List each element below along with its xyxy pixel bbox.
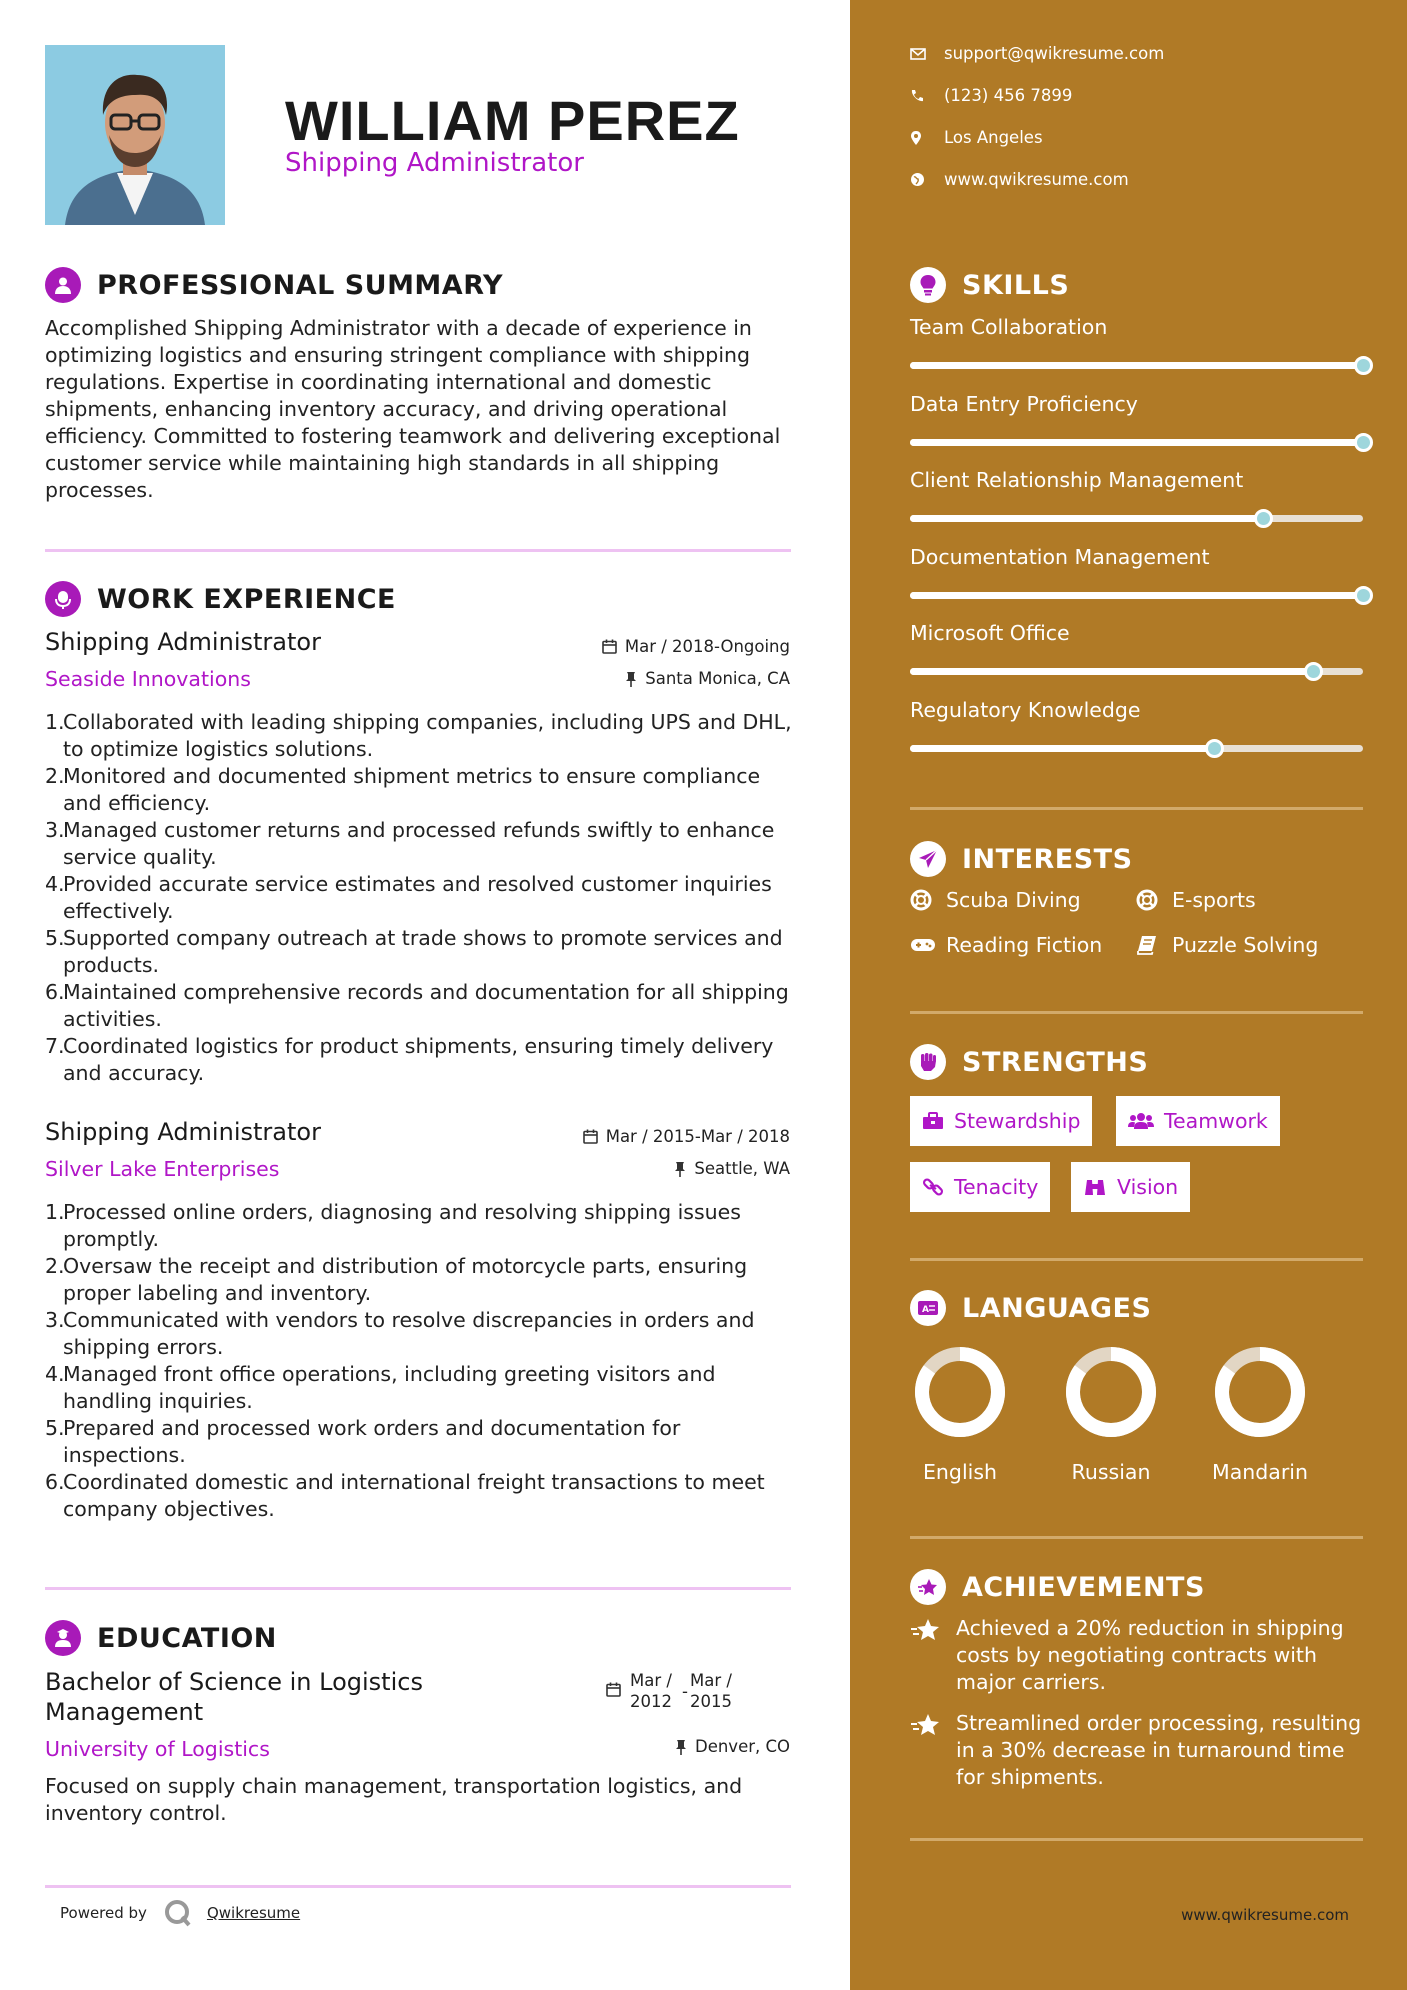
list-item: 4. Managed front office operations, including greeting visitors and handling inquiries.: [45, 1362, 716, 1413]
link-icon: [922, 1176, 944, 1198]
briefcase-icon: [45, 581, 81, 617]
achievement-item: Achieved a 20% reduction in shipping costs by negotiating contracts with major carriers.: [910, 1615, 1370, 1696]
job-location: [625, 669, 790, 688]
contact-location: Los Angeles: [910, 128, 1043, 147]
strength-tag: Stewardship: [910, 1096, 1092, 1146]
skill-bar-fill: [910, 515, 1263, 522]
strengths-heading: STRENGTHS: [910, 1044, 1148, 1080]
skill-bar: [910, 668, 1363, 675]
star-icon: [910, 1712, 942, 1738]
phone-icon: [910, 89, 924, 103]
skill-label: Documentation Management: [910, 544, 1210, 569]
job-dates-text: Mar / 2018-Ongoing: [624, 637, 790, 656]
skill-label: Client Relationship Management: [910, 468, 1244, 492]
list-item: 4. Provided accurate service estimates and resolved customer inquiries effectively.: [45, 872, 772, 923]
languages-heading: A LANGUAGES: [910, 1290, 1151, 1326]
interest-item: E-sports: [1136, 888, 1256, 912]
divider: [910, 1258, 1363, 1261]
language-icon: [910, 1290, 946, 1326]
graduation-cap-icon: [45, 1620, 81, 1656]
job-responsibilities: [45, 709, 805, 1087]
divider: [910, 1536, 1363, 1539]
strength-tag: Vision: [1071, 1162, 1190, 1212]
users-icon: [1128, 1112, 1154, 1130]
list-item: 6. Coordinated domestic and international freight transactions to meet company objectives.: [45, 1470, 765, 1521]
language-item: [1051, 1342, 1171, 1484]
list-item: 1. Processed online orders, diagnosing and resolving shipping issues promptly.: [45, 1200, 741, 1251]
calendar-icon: [602, 639, 617, 654]
map-marker-icon: [910, 130, 922, 146]
language-label: Mandarin: [1212, 1460, 1308, 1484]
skill-bar: [910, 362, 1363, 369]
skill-slider-knob[interactable]: [1354, 356, 1373, 375]
skill-slider-knob[interactable]: [1354, 433, 1373, 452]
powered-by: Powered by Qwikresume: [60, 1898, 300, 1928]
contact-phone: (123) 456 7899: [910, 86, 1072, 105]
lightbulb-icon: [910, 267, 946, 303]
education-dates: Mar / 2012 - Mar / 2015: [606, 1670, 732, 1712]
fist-icon: [910, 1044, 946, 1080]
divider: [45, 1587, 791, 1590]
divider: [910, 807, 1363, 810]
interests-heading: INTERESTS: [910, 841, 1133, 877]
skill-bar: [910, 592, 1363, 599]
language-proficiency-ring: [910, 1342, 1010, 1442]
list-item: 5. Prepared and processed work orders and documentation for inspections.: [45, 1416, 681, 1467]
toolbox-icon: [922, 1112, 944, 1130]
qwikresume-logo-icon: [163, 1898, 193, 1928]
book-icon: [1136, 935, 1158, 955]
interest-item: Puzzle Solving: [1136, 933, 1318, 957]
education-location: Denver, CO: [675, 1737, 790, 1756]
list-item: 3. Managed customer returns and processed refunds swiftly to enhance service quality.: [45, 818, 775, 869]
job-dates-text: Mar / 2015-Mar / 2018: [605, 1127, 790, 1146]
job-location-text: Seattle, WA: [694, 1159, 790, 1178]
user-icon: [45, 267, 81, 303]
work-title: WORK EXPERIENCE: [97, 583, 396, 615]
language-proficiency-ring: [1210, 1342, 1310, 1442]
contact-email: support@qwikresume.com: [910, 44, 1164, 63]
language-item: [1200, 1342, 1320, 1484]
skill-slider-knob[interactable]: [1205, 739, 1224, 758]
school-name: University of Logistics: [45, 1737, 270, 1761]
skill-label: Microsoft Office: [910, 621, 1070, 645]
education-description: Focused on supply chain management, transportation logistics, and inventory control.: [45, 1774, 743, 1825]
achievements-heading: ACHIEVEMENTS: [910, 1569, 1205, 1605]
job-title: Shipping Administrator: [45, 1118, 321, 1146]
skills-heading: SKILLS: [910, 267, 1069, 303]
skill-label: Regulatory Knowledge: [910, 697, 1141, 722]
candidate-title: Shipping Administrator: [285, 148, 584, 178]
interest-item: Scuba Diving: [910, 888, 1081, 912]
list-item: 5. Supported company outreach at trade shows to promote services and products.: [45, 926, 783, 977]
language-label: English: [922, 1460, 998, 1484]
language-item: [900, 1342, 1020, 1484]
pin-icon: [675, 1739, 687, 1755]
skill-slider-knob[interactable]: [1354, 586, 1373, 605]
summary-heading: [45, 267, 503, 303]
summary-title: PROFESSIONAL SUMMARY: [97, 269, 504, 301]
pin-icon: [674, 1161, 686, 1177]
job-location-text: Santa Monica, CA: [645, 669, 790, 688]
summary-text: Accomplished Shipping Administrator with a decade of experience in optimizing logistics and ensuring stringent compliance with shipping regulations. Expertise in coordinating international and domestic shipments, enhancing inventory accuracy, and driving operational efficiency. Committed to fostering teamwork and delivering exceptional customer service while maintaining high standards in all shipping processes.: [45, 316, 781, 502]
sidebar: [850, 0, 1407, 1990]
job-location: [674, 1159, 790, 1178]
skill-bar-fill: [910, 745, 1214, 752]
skill-slider-knob[interactable]: [1304, 662, 1323, 681]
skill-bar: [910, 745, 1363, 752]
footer-url[interactable]: www.qwikresume.com: [1181, 1906, 1349, 1924]
skill-label: Team Collaboration: [910, 315, 1108, 339]
job-title: Shipping Administrator: [45, 628, 321, 656]
candidate-name: WILLIAM PEREZ: [285, 89, 740, 152]
life-ring-icon: [1136, 889, 1158, 911]
divider: [45, 549, 791, 552]
language-proficiency-ring: [1061, 1342, 1161, 1442]
list-item: 6. Maintained comprehensive records and documentation for all shipping activities.: [45, 980, 789, 1031]
skill-slider-knob[interactable]: [1254, 509, 1273, 528]
list-item: 7. Coordinated logistics for product shipments, ensuring timely delivery and accuracy.: [45, 1034, 774, 1085]
star-badge-icon: [910, 1569, 946, 1605]
job-dates: [583, 1127, 790, 1146]
strength-tag: Teamwork: [1116, 1096, 1280, 1146]
profile-photo: [45, 45, 225, 225]
education-title: EDUCATION: [97, 1622, 277, 1654]
interest-item: Reading Fiction: [910, 933, 1102, 957]
life-ring-icon: [910, 889, 932, 911]
skill-bar-fill: [910, 668, 1313, 675]
work-heading: [45, 581, 396, 617]
star-icon: [910, 1617, 942, 1643]
skill-bar-fill: [910, 592, 1363, 599]
divider: [910, 1838, 1363, 1841]
list-item: 2. Oversaw the receipt and distribution of motorcycle parts, ensuring proper labeling and inventory.: [45, 1254, 748, 1305]
skill-bar-fill: [910, 439, 1363, 446]
svg-text:A: A: [922, 1305, 929, 1315]
divider: [45, 1885, 791, 1888]
language-label: Russian: [1071, 1460, 1151, 1484]
skill-label: Data Entry Proficiency: [910, 391, 1138, 416]
job-responsibilities: [45, 1199, 805, 1523]
job-dates: [602, 637, 790, 656]
gamepad-icon: [910, 937, 936, 953]
pin-icon: [625, 671, 637, 687]
qwikresume-link[interactable]: Qwikresume: [206, 1904, 301, 1922]
skill-bar-fill: [910, 362, 1363, 369]
contact-website: www.qwikresume.com: [910, 170, 1129, 189]
list-item: 3. Communicated with vendors to resolve discrepancies in orders and shipping errors.: [45, 1308, 755, 1359]
list-item: 1. Collaborated with leading shipping companies, including UPS and DHL, to optimize logistics solutions.: [45, 710, 792, 761]
list-item: 2. Monitored and documented shipment metrics to ensure compliance and efficiency.: [45, 764, 761, 815]
divider: [910, 1011, 1363, 1014]
calendar-icon: [583, 1129, 598, 1144]
degree-title: Bachelor of Science in Logistics Management: [45, 1668, 423, 1726]
job-company: Silver Lake Enterprises: [45, 1157, 280, 1181]
strength-tag: Tenacity: [910, 1162, 1050, 1212]
skill-bar: [910, 515, 1363, 522]
globe-icon: [910, 172, 925, 187]
calendar-icon: [606, 1682, 621, 1697]
job-company: Seaside Innovations: [45, 667, 251, 691]
binoculars-icon: [1083, 1177, 1107, 1197]
skill-bar: [910, 439, 1363, 446]
education-heading: [45, 1620, 277, 1656]
achievement-item: Streamlined order processing, resulting in a 30% decrease in turnaround time for shipments.: [910, 1710, 1370, 1791]
paper-plane-icon: [910, 841, 946, 877]
envelope-icon: [910, 48, 926, 60]
